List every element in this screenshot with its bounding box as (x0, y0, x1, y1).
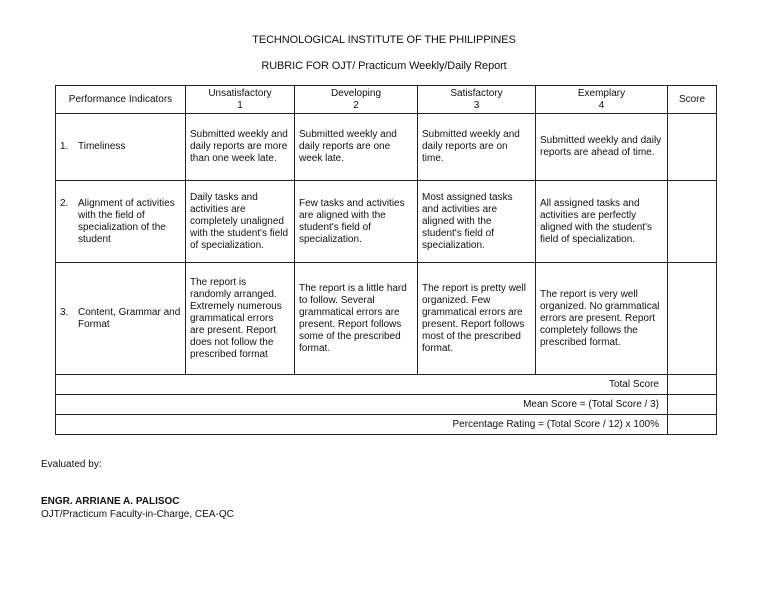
level-points: 4 (598, 99, 605, 111)
indicator-cell (56, 263, 186, 375)
rubric-cell-satisfactory: Most assigned tasks and activities are aligned with the student's field of specialization. (418, 181, 536, 263)
level-name: Developing (330, 87, 382, 99)
header-level-unsatisfactory (186, 86, 295, 114)
level-points: 2 (353, 99, 359, 111)
mean-score-value[interactable] (668, 395, 717, 415)
indicator-label: Content, Grammar and Format (78, 306, 181, 330)
rubric-cell-unsatisfactory: The report is randomly arranged. Extremely numerous grammatical errors are present. Report does not follow the prescribed format (186, 263, 295, 375)
rubric-cell-developing: Submitted weekly and daily reports are one week late. (295, 114, 418, 181)
level-name: Exemplary (577, 87, 626, 99)
rubric-cell-satisfactory: The report is pretty well organized. Few grammatical errors are present. Report follows most of the prescribed format. (418, 263, 536, 375)
header-level-exemplary (536, 86, 668, 114)
table-header-row (56, 86, 717, 114)
score-cell[interactable] (668, 114, 717, 181)
header-score: Score (668, 86, 717, 114)
signer-name: ENGR. ARRIANE A. PALISOC (41, 496, 180, 507)
rubric-cell-developing: The report is a little hard to follow. Several grammatical errors are present. Report follows some of the prescribed format. (295, 263, 418, 375)
indicator-number: 2. (60, 197, 69, 209)
total-score-label: Total Score (56, 375, 668, 395)
indicator-number: 3. (60, 306, 69, 318)
score-cell[interactable] (668, 263, 717, 375)
rubric-cell-unsatisfactory: Submitted weekly and daily reports are more than one week late. (186, 114, 295, 181)
indicator-label: Timeliness (78, 141, 126, 152)
evaluated-by-label: Evaluated by: (41, 459, 102, 470)
percentage-rating-row (56, 415, 717, 435)
rubric-table (55, 85, 717, 435)
level-points: 3 (473, 99, 480, 111)
rubric-title: RUBRIC FOR OJT/ Practicum Weekly/Daily Report (261, 60, 507, 72)
total-score-value[interactable] (668, 375, 717, 395)
percentage-rating-label: Percentage Rating = (Total Score / 12) x 100% (56, 415, 668, 435)
signer-title: OJT/Practicum Faculty-in-Charge, CEA-QC (41, 509, 234, 520)
indicator-cell (56, 181, 186, 263)
table-row (56, 263, 717, 375)
indicator-label: Alignment of activities with the field of specialization of the student (78, 197, 175, 245)
rubric-cell-exemplary: All assigned tasks and activities are perfectly aligned with the student's field of specialization. (536, 181, 668, 263)
header-level-satisfactory (418, 86, 536, 114)
rubric-cell-unsatisfactory: Daily tasks and activities are completely unaligned with the student's field of specialization. (186, 181, 295, 263)
rubric-cell-satisfactory: Submitted weekly and daily reports are on time. (418, 114, 536, 181)
table-row (56, 114, 717, 181)
header-performance-indicators: Performance Indicators (56, 86, 186, 114)
level-name: Satisfactory (450, 87, 503, 99)
rubric-cell-developing: Few tasks and activities are aligned with the student's field of specialization. (295, 181, 418, 263)
mean-score-label: Mean Score = (Total Score / 3) (56, 395, 668, 415)
table-row (56, 181, 717, 263)
indicator-number: 1. (60, 141, 69, 152)
level-points: 1 (237, 99, 243, 111)
header-level-developing (295, 86, 418, 114)
percentage-rating-value[interactable] (668, 415, 717, 435)
rubric-cell-exemplary: The report is very well organized. No grammatical errors are present. Report completely follows the prescribed format. (536, 263, 668, 375)
rubric-cell-exemplary: Submitted weekly and daily reports are ahead of time. (536, 114, 668, 181)
indicator-cell (56, 114, 186, 181)
score-cell[interactable] (668, 181, 717, 263)
total-score-row (56, 375, 717, 395)
institution-title: TECHNOLOGICAL INSTITUTE OF THE PHILIPPINES (252, 34, 516, 46)
level-name: Unsatisfactory (208, 87, 272, 99)
mean-score-row (56, 395, 717, 415)
